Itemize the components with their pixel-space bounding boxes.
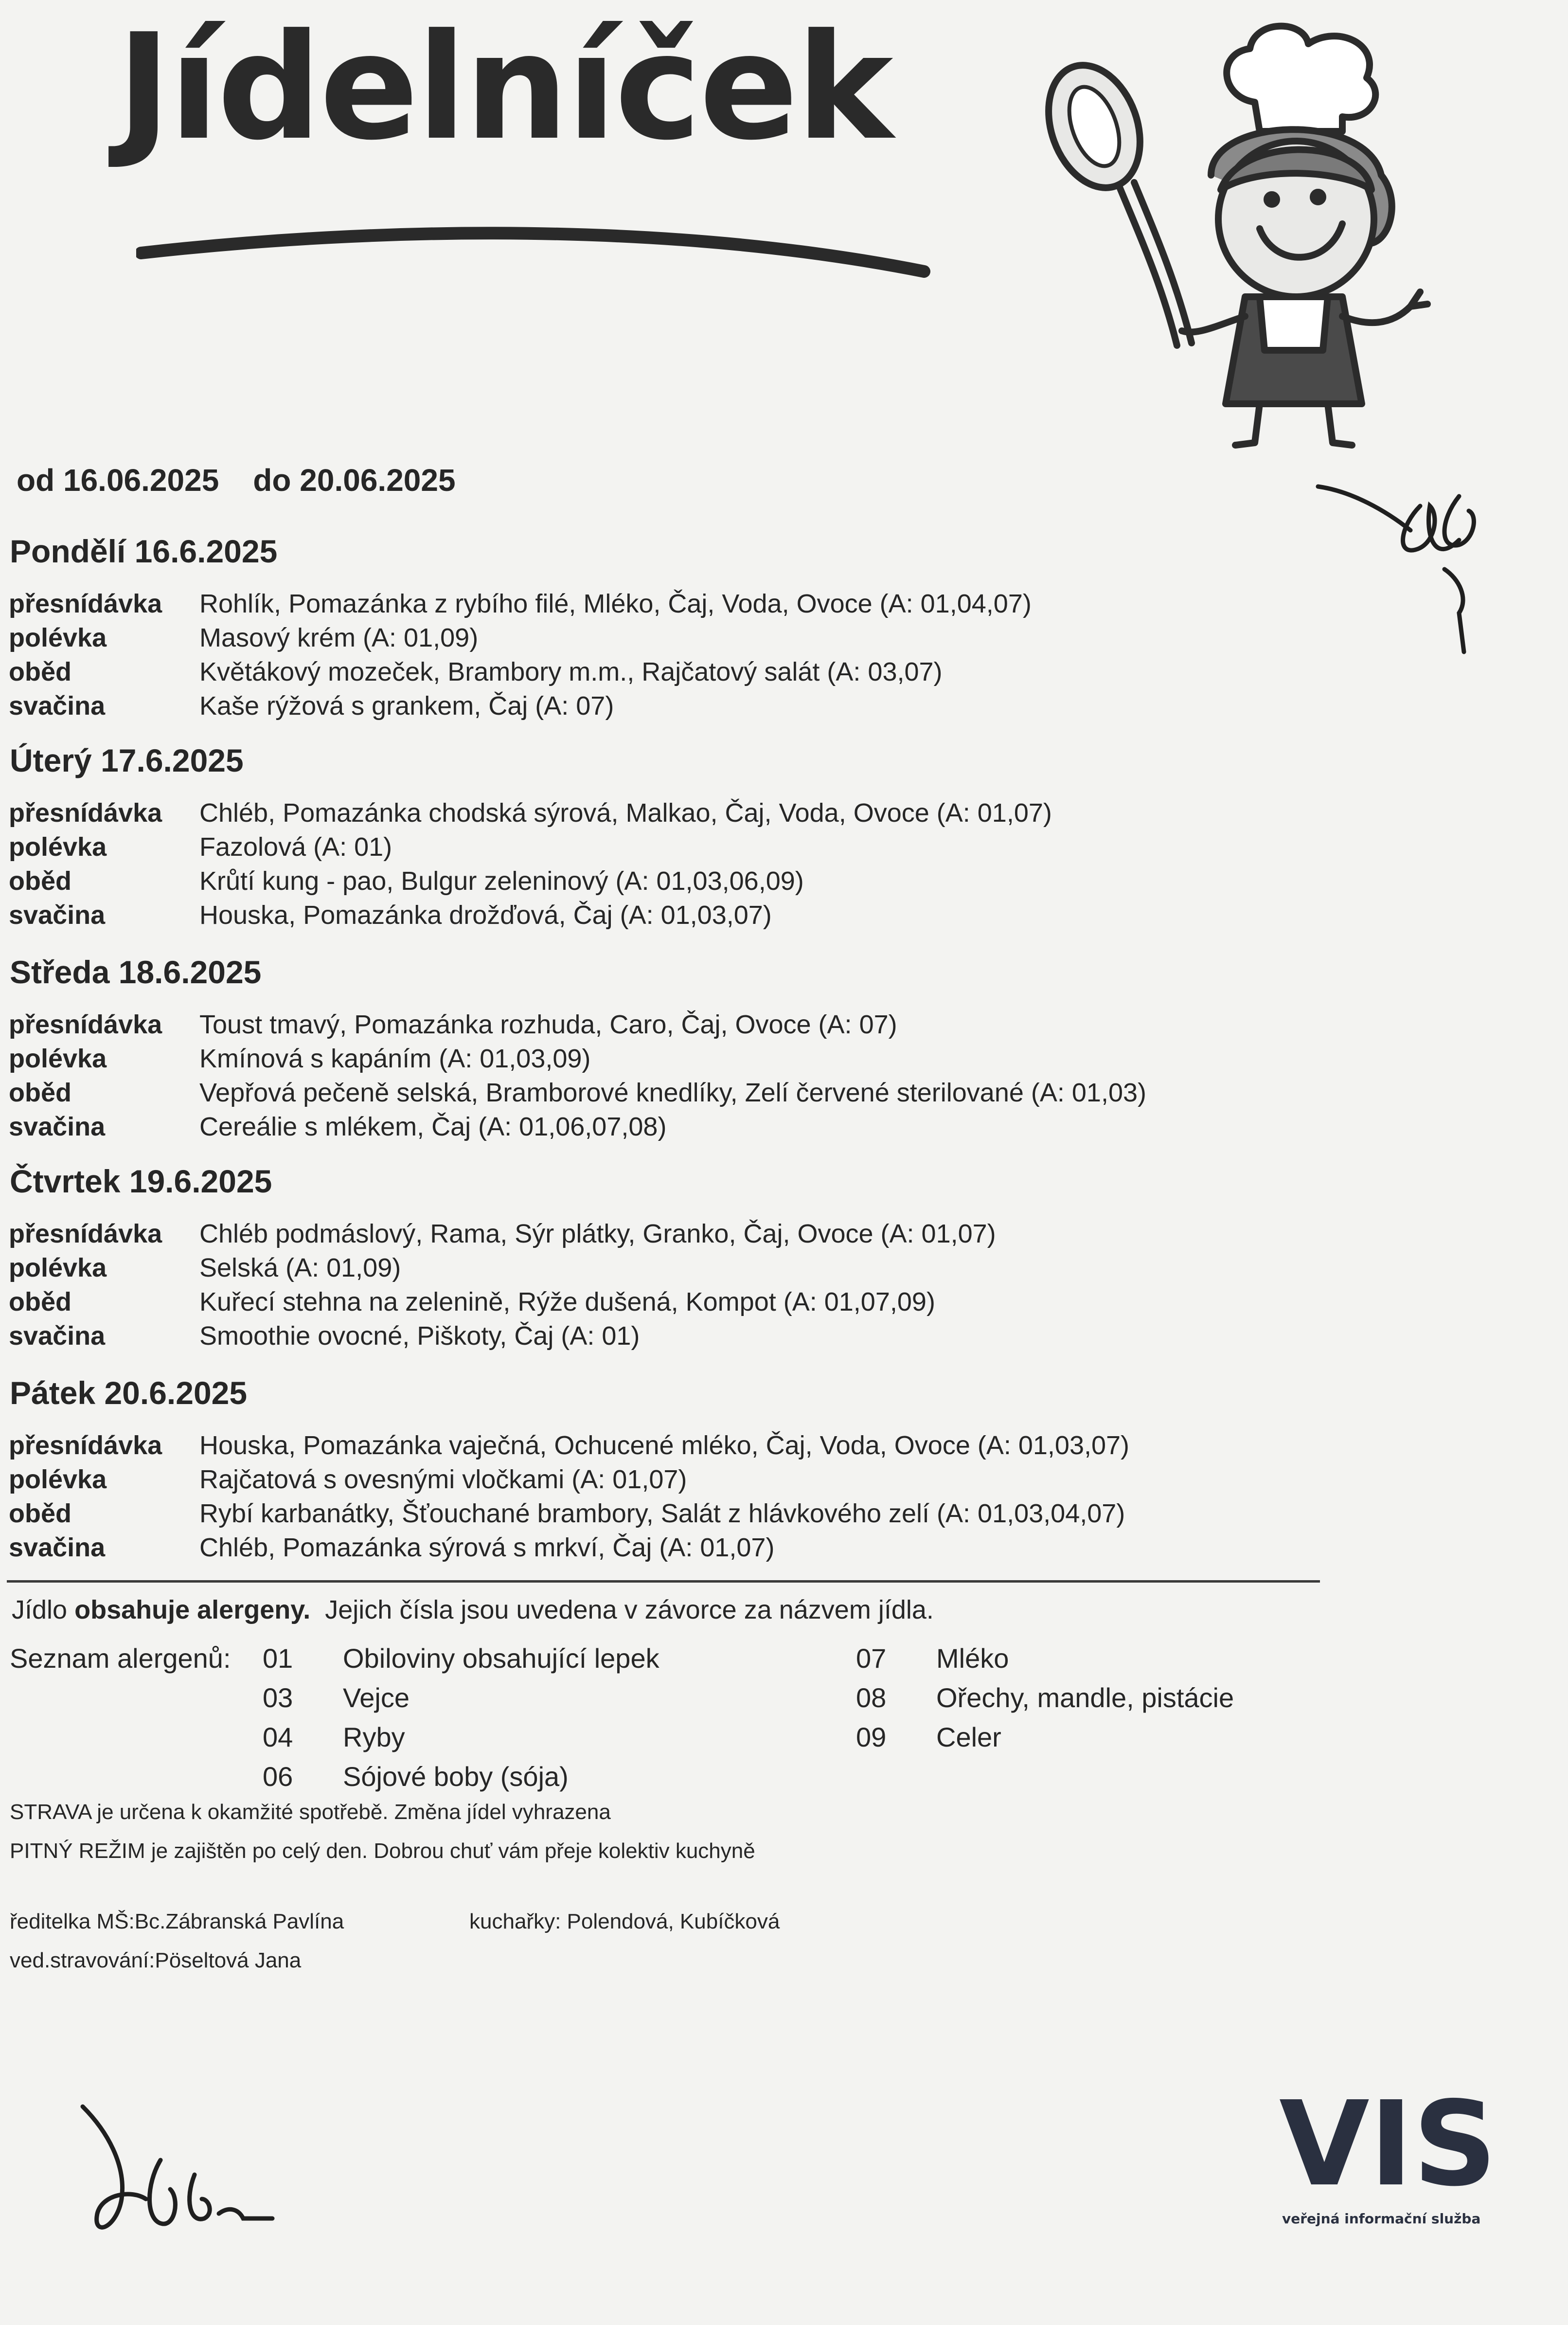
day-heading: Pátek 20.6.2025 — [10, 1375, 248, 1411]
allergen-list-label: Seznam alergenů: — [10, 1643, 231, 1674]
vis-logo-letters: VIS — [1279, 2076, 1497, 2212]
allergen-code: 07 — [856, 1643, 887, 1674]
meal-description: Rajčatová s ovesnými vločkami (A: 01,07) — [199, 1465, 687, 1494]
allergen-name: Ořechy, mandle, pistácie — [936, 1682, 1234, 1713]
meal-row — [9, 1430, 1254, 1464]
meal-description: Selská (A: 01,09) — [199, 1253, 401, 1282]
meal-row — [9, 832, 1254, 866]
meal-label: svačina — [9, 901, 106, 930]
meal-description: Smoothie ovocné, Piškoty, Čaj (A: 01) — [199, 1321, 640, 1351]
meal-row — [9, 1009, 1254, 1044]
signature-icon — [73, 2102, 297, 2257]
chef-with-spoon-icon — [1031, 15, 1449, 452]
meal-label: přesnídávka — [9, 589, 162, 618]
meal-label: přesnídávka — [9, 798, 162, 828]
meal-row — [9, 1321, 1254, 1355]
note-pitny-rezim: PITNÝ REŽIM je zajištěn po celý den. Dobrou chuť vám přeje kolektiv kuchyně — [10, 1839, 755, 1863]
staff-cooks: kuchařky: Polendová, Kubíčková — [469, 1910, 780, 1933]
meal-row — [9, 589, 1254, 623]
meal-description: Toust tmavý, Pomazánka rozhuda, Caro, Čaj, Ovoce (A: 07) — [199, 1010, 897, 1039]
meal-row — [9, 623, 1254, 657]
allergen-note — [12, 1595, 934, 1625]
meal-description: Kuřecí stehna na zelenině, Rýže dušená, Kompot (A: 01,07,09) — [199, 1287, 935, 1316]
day-heading: Pondělí 16.6.2025 — [10, 533, 278, 569]
meal-label: polévka — [9, 623, 107, 652]
meal-label: svačina — [9, 1533, 106, 1562]
allergen-name: Celer — [936, 1722, 1001, 1752]
meal-description: Vepřová pečeně selská, Bramborové knedlíky, Zelí červené sterilované (A: 01,03) — [199, 1078, 1147, 1107]
meal-row — [9, 900, 1254, 934]
meal-label: oběd — [9, 1078, 71, 1107]
meal-label: oběd — [9, 1499, 71, 1528]
meal-row — [9, 1078, 1254, 1112]
title-underline — [136, 214, 944, 292]
day-heading: Středa 18.6.2025 — [10, 954, 262, 990]
period-from: od 16.06.2025 — [17, 463, 219, 498]
meal-row — [9, 1498, 1254, 1532]
meal-row — [9, 1253, 1254, 1287]
allergen-name: Mléko — [936, 1643, 1009, 1674]
meal-label: přesnídávka — [9, 1010, 162, 1039]
allergen-code: 01 — [263, 1643, 293, 1674]
meal-description: Chléb, Pomazánka chodská sýrová, Malkao, Čaj, Voda, Ovoce (A: 01,07) — [199, 798, 1052, 828]
allergen-name: Obiloviny obsahující lepek — [343, 1643, 659, 1674]
meal-row — [9, 1044, 1254, 1078]
allergen-name: Ryby — [343, 1722, 405, 1752]
vis-logo-tagline: veřejná informační služba — [1282, 2211, 1481, 2227]
allergen-note-bold: obsahuje alergeny. — [74, 1595, 311, 1624]
meal-label: polévka — [9, 832, 107, 862]
allergen-code: 09 — [856, 1722, 887, 1752]
meal-description: Houska, Pomazánka drožďová, Čaj (A: 01,03,07) — [199, 901, 772, 930]
period-to: do 20.06.2025 — [253, 463, 456, 498]
divider — [7, 1580, 1320, 1583]
meal-label: svačina — [9, 691, 106, 721]
meal-description: Chléb podmáslový, Rama, Sýr plátky, Granko, Čaj, Ovoce (A: 01,07) — [199, 1219, 996, 1248]
allergen-code: 06 — [263, 1761, 293, 1792]
page-title: Jídelníček — [117, 2, 891, 172]
meal-label: polévka — [9, 1465, 107, 1494]
meal-row — [9, 691, 1254, 725]
allergen-code: 08 — [856, 1682, 887, 1713]
meal-description: Rohlík, Pomazánka z rybího filé, Mléko, Čaj, Voda, Ovoce (A: 01,04,07) — [199, 589, 1032, 618]
meal-label: svačina — [9, 1321, 106, 1351]
allergen-note-prefix: Jídlo — [12, 1595, 68, 1624]
meal-description: Cereálie s mlékem, Čaj (A: 01,06,07,08) — [199, 1112, 667, 1141]
meal-description: Kaše rýžová s grankem, Čaj (A: 07) — [199, 691, 614, 721]
meal-row — [9, 1287, 1254, 1321]
day-heading: Úterý 17.6.2025 — [10, 742, 244, 778]
meal-row — [9, 1532, 1254, 1567]
meal-description: Chléb, Pomazánka sýrová s mrkví, Čaj (A: 01,07) — [199, 1533, 775, 1562]
allergen-name: Vejce — [343, 1682, 410, 1713]
note-strava: STRAVA je určena k okamžité spotřebě. Změna jídel vyhrazena — [10, 1800, 611, 1824]
meal-label: oběd — [9, 1287, 71, 1316]
signature-icon — [1313, 477, 1498, 662]
allergen-code: 04 — [263, 1722, 293, 1752]
allergen-note-suffix: Jejich čísla jsou uvedena v závorce za názvem jídla. — [325, 1595, 934, 1624]
meal-description: Krůtí kung - pao, Bulgur zeleninový (A: 01,03,06,09) — [199, 866, 804, 896]
meal-row — [9, 798, 1254, 832]
meal-description: Fazolová (A: 01) — [199, 832, 392, 862]
meal-row — [9, 866, 1254, 900]
meal-description: Květákový mozeček, Brambory m.m., Rajčatový salát (A: 03,07) — [199, 657, 943, 686]
staff-director: ředitelka MŠ:Bc.Zábranská Pavlína — [10, 1910, 344, 1933]
allergen-name: Sójové boby (sója) — [343, 1761, 569, 1792]
staff-catering: ved.stravování:Pöseltová Jana — [10, 1948, 302, 1972]
meal-label: polévka — [9, 1253, 107, 1282]
meal-row — [9, 657, 1254, 691]
meal-row — [9, 1464, 1254, 1498]
meal-label: oběd — [9, 866, 71, 896]
meal-label: oběd — [9, 657, 71, 686]
meal-description: Houska, Pomazánka vaječná, Ochucené mléko, Čaj, Voda, Ovoce (A: 01,03,07) — [199, 1431, 1130, 1460]
day-heading: Čtvrtek 19.6.2025 — [10, 1163, 272, 1199]
meal-label: přesnídávka — [9, 1431, 162, 1460]
meal-row — [9, 1219, 1254, 1253]
meal-description: Kmínová s kapáním (A: 01,03,09) — [199, 1044, 591, 1073]
meal-label: polévka — [9, 1044, 107, 1073]
vis-logo — [1274, 2063, 1527, 2238]
meal-row — [9, 1112, 1254, 1146]
meal-label: svačina — [9, 1112, 106, 1141]
meal-description: Rybí karbanátky, Šťouchané brambory, Salát z hlávkového zelí (A: 01,03,04,07) — [199, 1499, 1125, 1528]
allergen-code: 03 — [263, 1682, 293, 1713]
meal-description: Masový krém (A: 01,09) — [199, 623, 479, 652]
menu-period — [17, 462, 456, 498]
meal-label: přesnídávka — [9, 1219, 162, 1248]
